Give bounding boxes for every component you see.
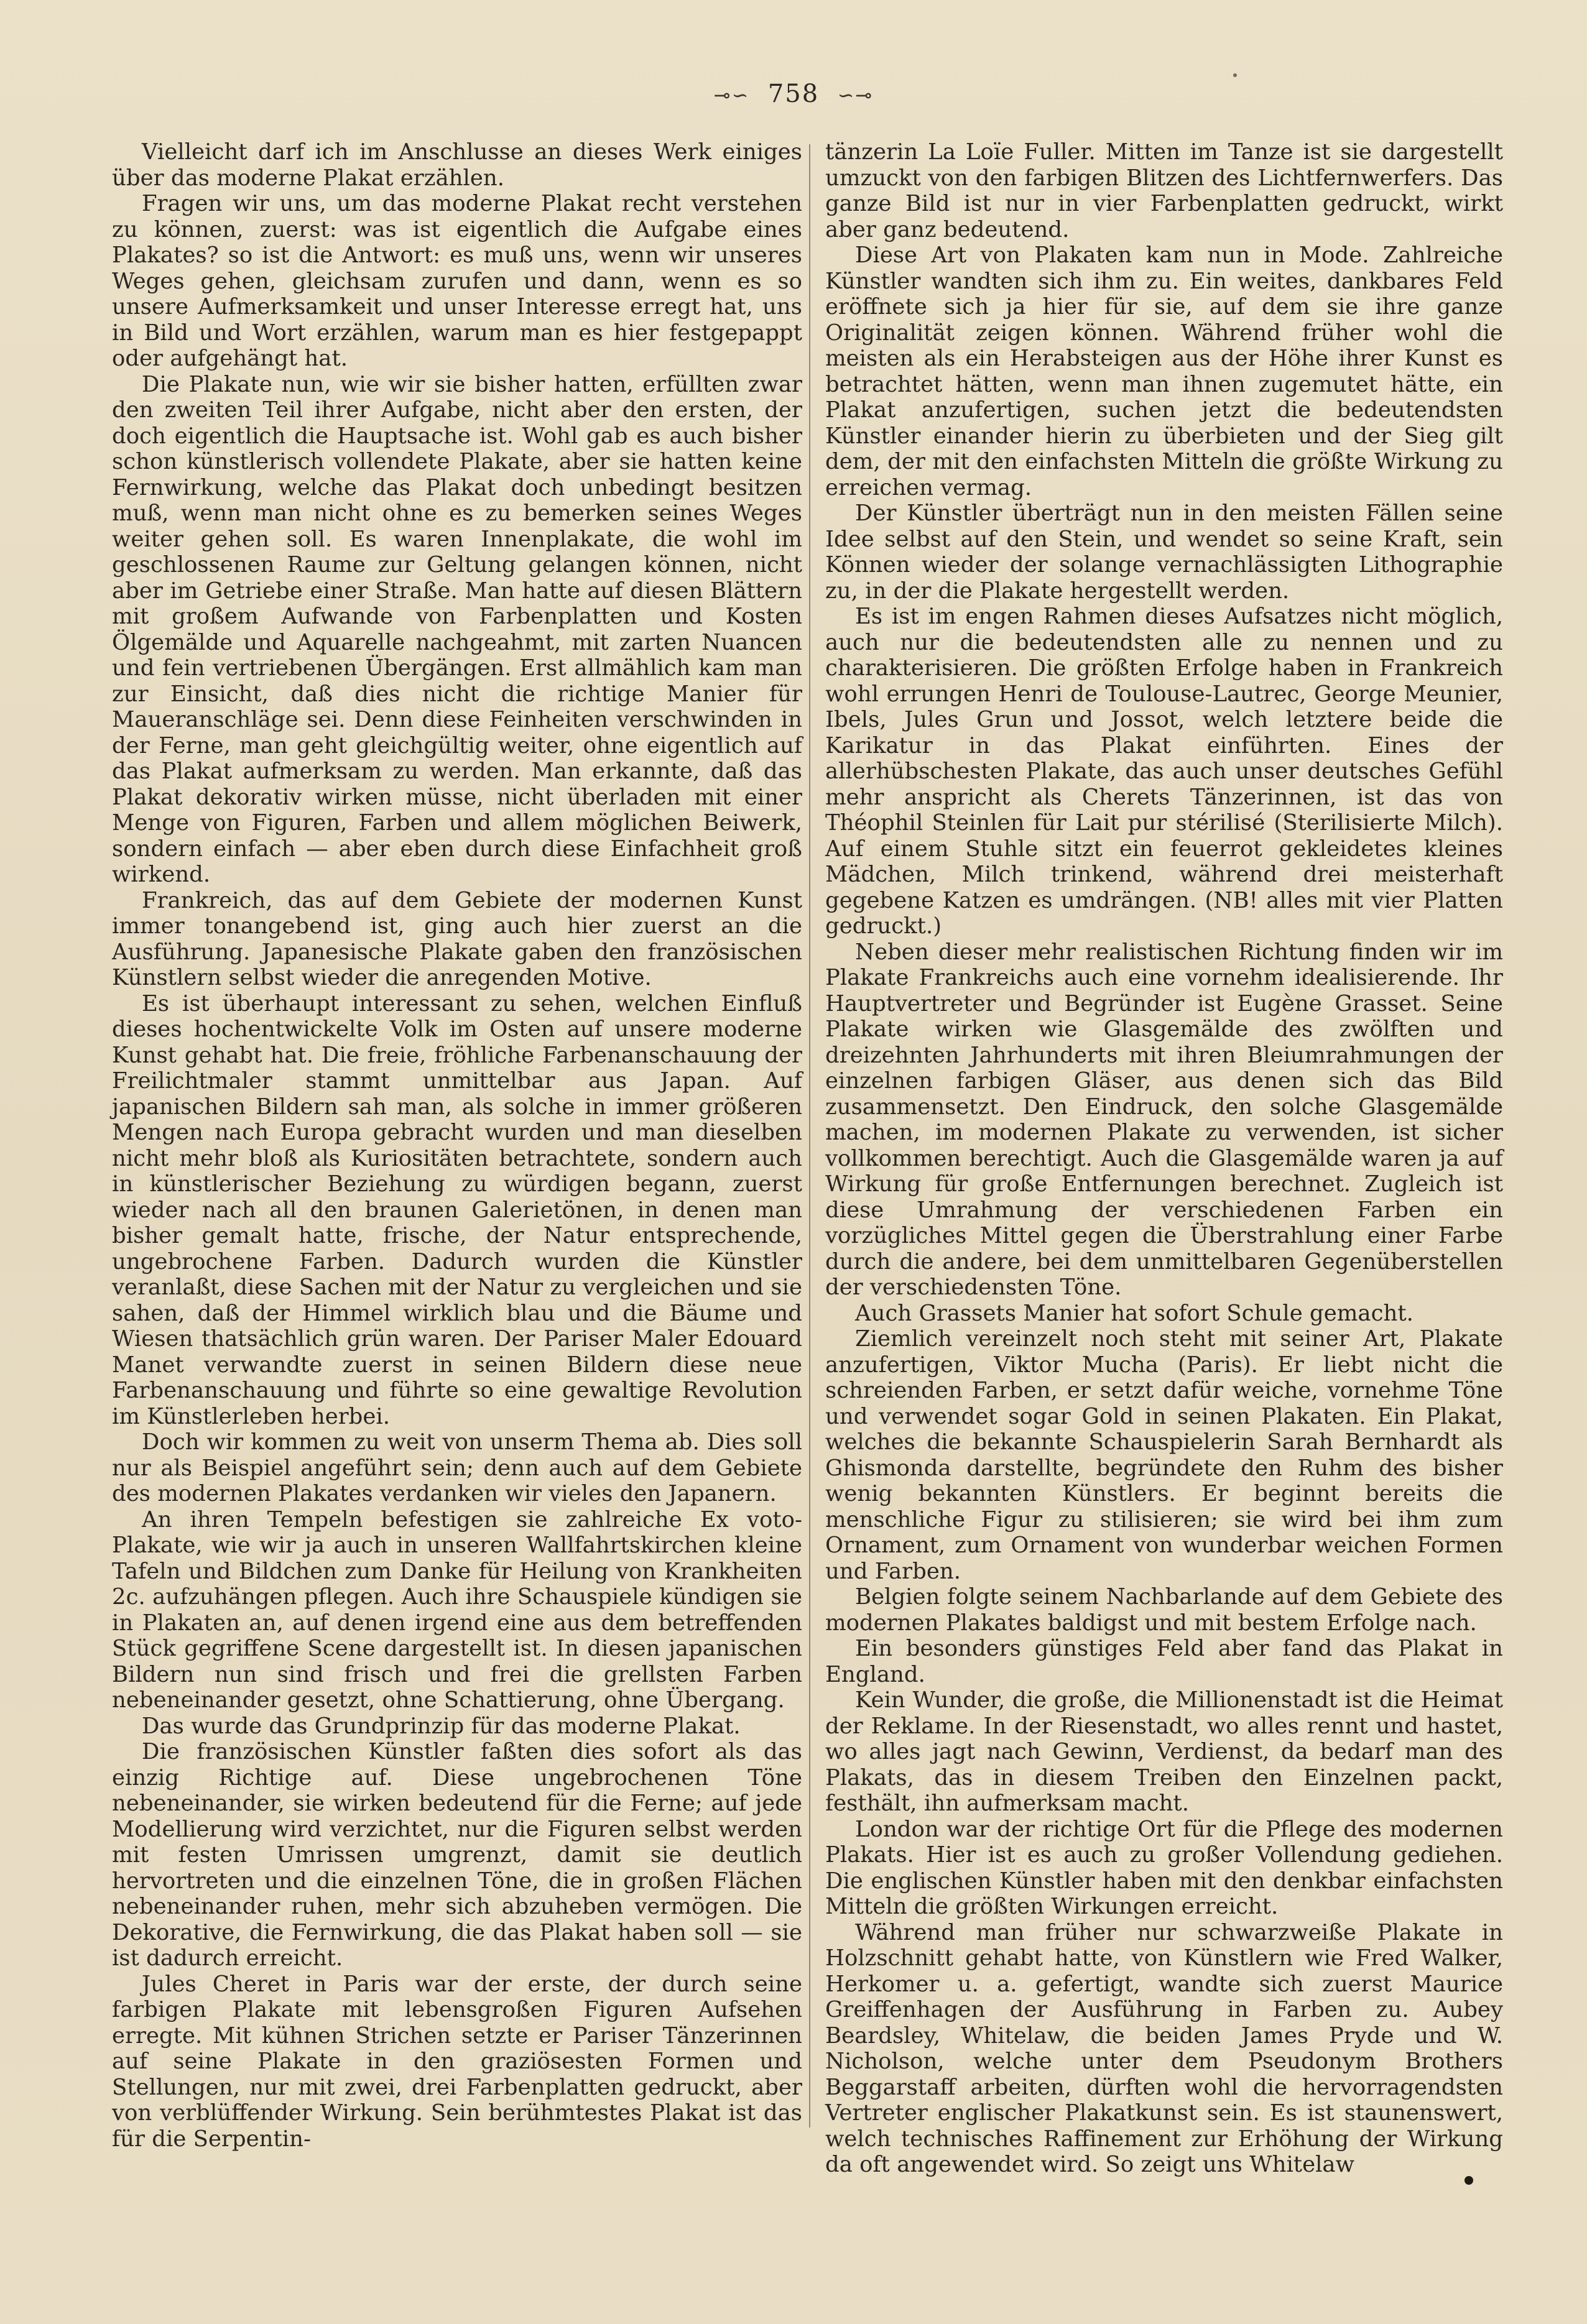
paragraph: tänzerin La Loïe Fuller. Mitten im Tanze ist sie dargestellt umzuckt von den farbigen Blitzen des Lichtfernwerfers. Das ganze Bild ist nur in vier Farbenplatten gedruckt, wirkt aber ganz bedeutend. bbox=[825, 139, 1503, 242]
paragraph: Das wurde das Grundprinzip für das moderne Plakat. bbox=[142, 1713, 741, 1739]
left-column bbox=[112, 139, 802, 2152]
paragraph: Es ist überhaupt interessant zu sehen, welchen Einfluß dieses hochentwickelte Volk im Osten auf unsere moderne Kunst gehabt hat. Die freie, fröhliche Farbenanschauung der Freilichtmaler stammt unmittelbar aus Japan. Auf japanischen Bildern sah man, als solche in immer größeren Mengen nach Europa gebracht wurden und man dieselben nicht mehr bloß als Kuriositäten betrachtete, sondern auch in künstlerischer Beziehung zu würdigen begann, zuerst wieder nach all den braunen Galerietönen, in denen man bisher gemalt hatte, frische, der Natur entsprechende, ungebrochene Farben. Dadurch wurden die Künstler veranlaßt, diese Sachen mit der Natur zu vergleichen und sie sahen, daß der Himmel wirklich blau und die Bäume und Wiesen thatsächlich grün waren. Der Pariser Maler Edouard Manet verwandte zuerst in seinen Bildern diese neue Farbenanschauung und führte so eine gewaltige Revolution im Künstlerleben herbei. bbox=[112, 990, 802, 1429]
paragraph: Diese Art von Plakaten kam nun in Mode. Zahlreiche Künstler wandten sich ihm zu. Ein weites, dankbares Feld eröffnete sich ja hier für sie, auf dem sie ihre ganze Originalität zeigen können. Während früher wohl die meisten als ein Herabsteigen aus der Höhe ihrer Kunst es betrachtet hätten, wenn man ihnen zugemutet hätte, ein Plakat anzufertigen, suchen jetzt die bedeutendsten Künstler einander hierin zu überbieten und der Sieg gilt dem, der mit den einfachsten Mitteln die größte Wirkung zu erreichen vermag. bbox=[825, 242, 1503, 500]
ink-spot bbox=[1464, 2176, 1473, 2185]
page-number: 758 bbox=[767, 80, 820, 108]
paragraph: Frankreich, das auf dem Gebiete der modernen Kunst immer tonangebend ist, ging auch hier zuerst an die Ausführung. Japanesische Plakate gaben den französischen Künstlern selbst wieder die anregenden Motive. bbox=[112, 887, 802, 990]
paragraph: Kein Wunder, die große, die Millionenstadt ist die Heimat der Reklame. In der Riesenstadt, wo alles rennt und hastet, wo alles jagt nach Gewinn, Verdienst, da bedarf man des Plakats, das in diesem Treiben den Einzelnen packt, festhält, ihn aufmerksam macht. bbox=[825, 1687, 1503, 1816]
paragraph: Auch Grassets Manier hat sofort Schule gemacht. bbox=[855, 1300, 1413, 1326]
column-divider bbox=[809, 144, 810, 2128]
paragraph: Neben dieser mehr realistischen Richtung finden wir im Plakate Frankreichs auch eine vornehm idealisierende. Ihr Hauptvertreter und Begründer ist Eugène Grasset. Seine Plakate wirken wie Glasgemälde des zwölften und dreizehnten Jahrhunderts mit ihren Bleiumrahmungen der einzelnen farbigen Gläser, aus denen sich das Bild zusammensetzt. Den Eindruck, den solche Glasgemälde machen, im modernen Plakate zu verwenden, ist sicher vollkommen berechtigt. Auch die Glasgemälde waren ja auf Wirkung für große Entfernungen berechnet. Zugleich ist diese Umrahmung der verschiedenen Farben ein vorzügliches Mittel gegen die Überstrahlung einer Farbe durch die andere, bei dem unmittelbaren Gegenüberstellen der verschiedensten Töne. bbox=[825, 939, 1503, 1300]
paragraph: Ein besonders günstiges Feld aber fand das Plakat in England. bbox=[825, 1636, 1503, 1687]
header-ornament-left: ⊸∽ bbox=[713, 83, 750, 107]
paragraph: An ihren Tempeln befestigen sie zahlreiche Ex voto-Plakate, wie wir ja auch in unseren Wallfahrtskirchen kleine Tafeln und Bildchen zum Danke für Heilung von Krankheiten 2c. aufzuhängen pflegen. Auch ihre Schauspiele kündigen sie in Plakaten an, auf denen irgend eine aus dem betreffenden Stück gegriffene Scene dargestellt ist. In diesen japanischen Bildern nun sind frisch und frei die grellsten Farben nebeneinander gesetzt, ohne Schattierung, ohne Übergang. bbox=[112, 1506, 802, 1713]
header-ornament-right: ∽⊸ bbox=[837, 83, 874, 107]
paragraph: Vielleicht darf ich im Anschlusse an dieses Werk einiges über das moderne Plakat erzählen. bbox=[112, 139, 802, 191]
paragraph: Es ist im engen Rahmen dieses Aufsatzes nicht möglich, auch nur die bedeutendsten alle zu nennen und zu charakterisieren. Die größten Erfolge haben in Frankreich wohl errungen Henri de Toulouse-Lautrec, George Meunier, Ibels, Jules Grun und Jossot, welch letztere beide die Karikatur in das Plakat einführten. Eines der allerhübschesten Plakate, das auch unser deutsches Gefühl mehr anspricht als Cherets Tänzerinnen, ist das von Théophil Steinlen für Lait pur stérilisé (Sterilisierte Milch). Auf einem Stuhle sitzt ein feuerrot gekleidetes kleines Mädchen, Milch trinkend, während drei meisterhaft gegebene Katzen es umdrängen. (NB! alles mit vier Platten gedruckt.) bbox=[825, 604, 1503, 939]
paragraph: Belgien folgte seinem Nachbarlande auf dem Gebiete des modernen Plakates baldigst und mit bestem Erfolge nach. bbox=[825, 1584, 1503, 1636]
page-header bbox=[0, 80, 1587, 108]
paragraph: Der Künstler überträgt nun in den meisten Fällen seine Idee selbst auf den Stein, und wendet so seine Kraft, sein Können wieder der solange vernachlässigten Lithographie zu, in der die Plakate hergestellt werden. bbox=[825, 500, 1503, 604]
paragraph: Fragen wir uns, um das moderne Plakat recht verstehen zu können, zuerst: was ist eigentlich die Aufgabe eines Plakates? so ist die Antwort: es muß uns, wenn wir unseres Weges gehen, gleichsam zurufen und dann, wenn es so unsere Aufmerksamkeit und unser Interesse erregt hat, uns in Bild und Wort erzählen, warum man es hier festgepappt oder aufgehängt hat. bbox=[112, 191, 802, 371]
right-column bbox=[825, 139, 1503, 2178]
paragraph: Die Plakate nun, wie wir sie bisher hatten, erfüllten zwar den zweiten Teil ihrer Aufgabe, nicht aber den ersten, der doch eigentlich die Hauptsache ist. Wohl gab es auch bisher schon künstlerisch vollendete Plakate, aber sie hatten keine Fernwirkung, welche das Plakat doch unbedingt besitzen muß, wenn man nicht ohne es zu bemerken seines Weges weiter gehen soll. Es waren Innenplakate, die wohl im geschlossenen Raume zur Geltung gelangen können, nicht aber im Getriebe einer Straße. Man hatte auf diesen Blättern mit großem Aufwande von Farbenplatten und Kosten Ölgemälde und Aquarelle nachgeahmt, mit zarten Nuancen und fein vertriebenen Übergängen. Erst allmählich kam man zur Einsicht, daß dies nicht die richtige Manier für Maueranschläge sei. Denn diese Feinheiten verschwinden in der Ferne, man geht gleichgültig weiter, ohne eigentlich auf das Plakat aufmerksam zu werden. Man erkannte, daß das Plakat dekorativ wirken müsse, nicht überladen mit einer Menge von Figuren, Farben und allem möglichen Beiwerk, sondern einfach — aber eben durch diese Einfachheit groß wirkend. bbox=[112, 371, 802, 887]
paragraph: Ziemlich vereinzelt noch steht mit seiner Art, Plakate anzufertigen, Viktor Mucha (Paris). Er liebt nicht die schreienden Farben, er setzt dafür weiche, vornehme Töne und verwendet sogar Gold in seinen Plakaten. Ein Plakat, welches die bekannte Schauspielerin Sarah Bernhardt als Ghismonda darstellte, begründete den Ruhm des bisher wenig bekannten Künstlers. Er beginnt bereits die menschliche Figur zu stilisieren; sie wird bei ihm zum Ornament, zum Ornament von wunderbar weichen Formen und Farben. bbox=[825, 1326, 1503, 1584]
paragraph: Während man früher nur schwarzweiße Plakate in Holzschnitt gehabt hatte, von Künstlern wie Fred Walker, Herkomer u. a. gefertigt, wandte sich zuerst Maurice Greiffenhagen der Ausführung in Farben zu. Aubey Beardsley, Whitelaw, die beiden James Pryde und W. Nicholson, welche unter dem Pseudonym Brothers Beggarstaff arbeiten, dürften wohl die hervorragendsten Vertreter englischer Plakatkunst sein. Es ist staunenswert, welch technisches Raffinement zur Erhöhung der Wirkung da oft angewendet wird. So zeigt uns Whitelaw bbox=[825, 1919, 1503, 2177]
paragraph: London war der richtige Ort für die Pflege des modernen Plakats. Hier ist es auch zu großer Vollendung gediehen. Die englischen Künstler haben mit den denkbar einfachsten Mitteln die größten Wirkungen erreicht. bbox=[825, 1816, 1503, 1919]
paragraph: Die französischen Künstler faßten dies sofort als das einzig Richtige auf. Diese ungebrochenen Töne nebeneinander, sie wirken bedeutend für die Ferne; auf jede Modellierung wird verzichtet, nur die Figuren selbst werden mit festen Umrissen umgrenzt, damit sie deutlich hervortreten und die einzelnen Töne, die in großen Flächen nebeneinander ruhen, mehr sich abzuheben vermögen. Die Dekorative, die Fernwirkung, die das Plakat haben soll — sie ist dadurch erreicht. bbox=[112, 1739, 802, 1971]
ink-spot bbox=[1233, 73, 1237, 77]
paragraph: Doch wir kommen zu weit von unserm Thema ab. Dies soll nur als Beispiel angeführt sein; denn auch auf dem Gebiete des modernen Plakates verdanken wir vieles den Japanern. bbox=[112, 1429, 802, 1506]
paragraph: Jules Cheret in Paris war der erste, der durch seine farbigen Plakate mit lebensgroßen Figuren Aufsehen erregte. Mit kühnen Strichen setzte er Pariser Tänzerinnen auf seine Plakate in den graziösesten Formen und Stellungen, nur mit zwei, drei Farbenplatten gedruckt, aber von verblüffender Wirkung. Sein berühmtestes Plakat ist das für die Serpentin- bbox=[112, 1971, 802, 2152]
